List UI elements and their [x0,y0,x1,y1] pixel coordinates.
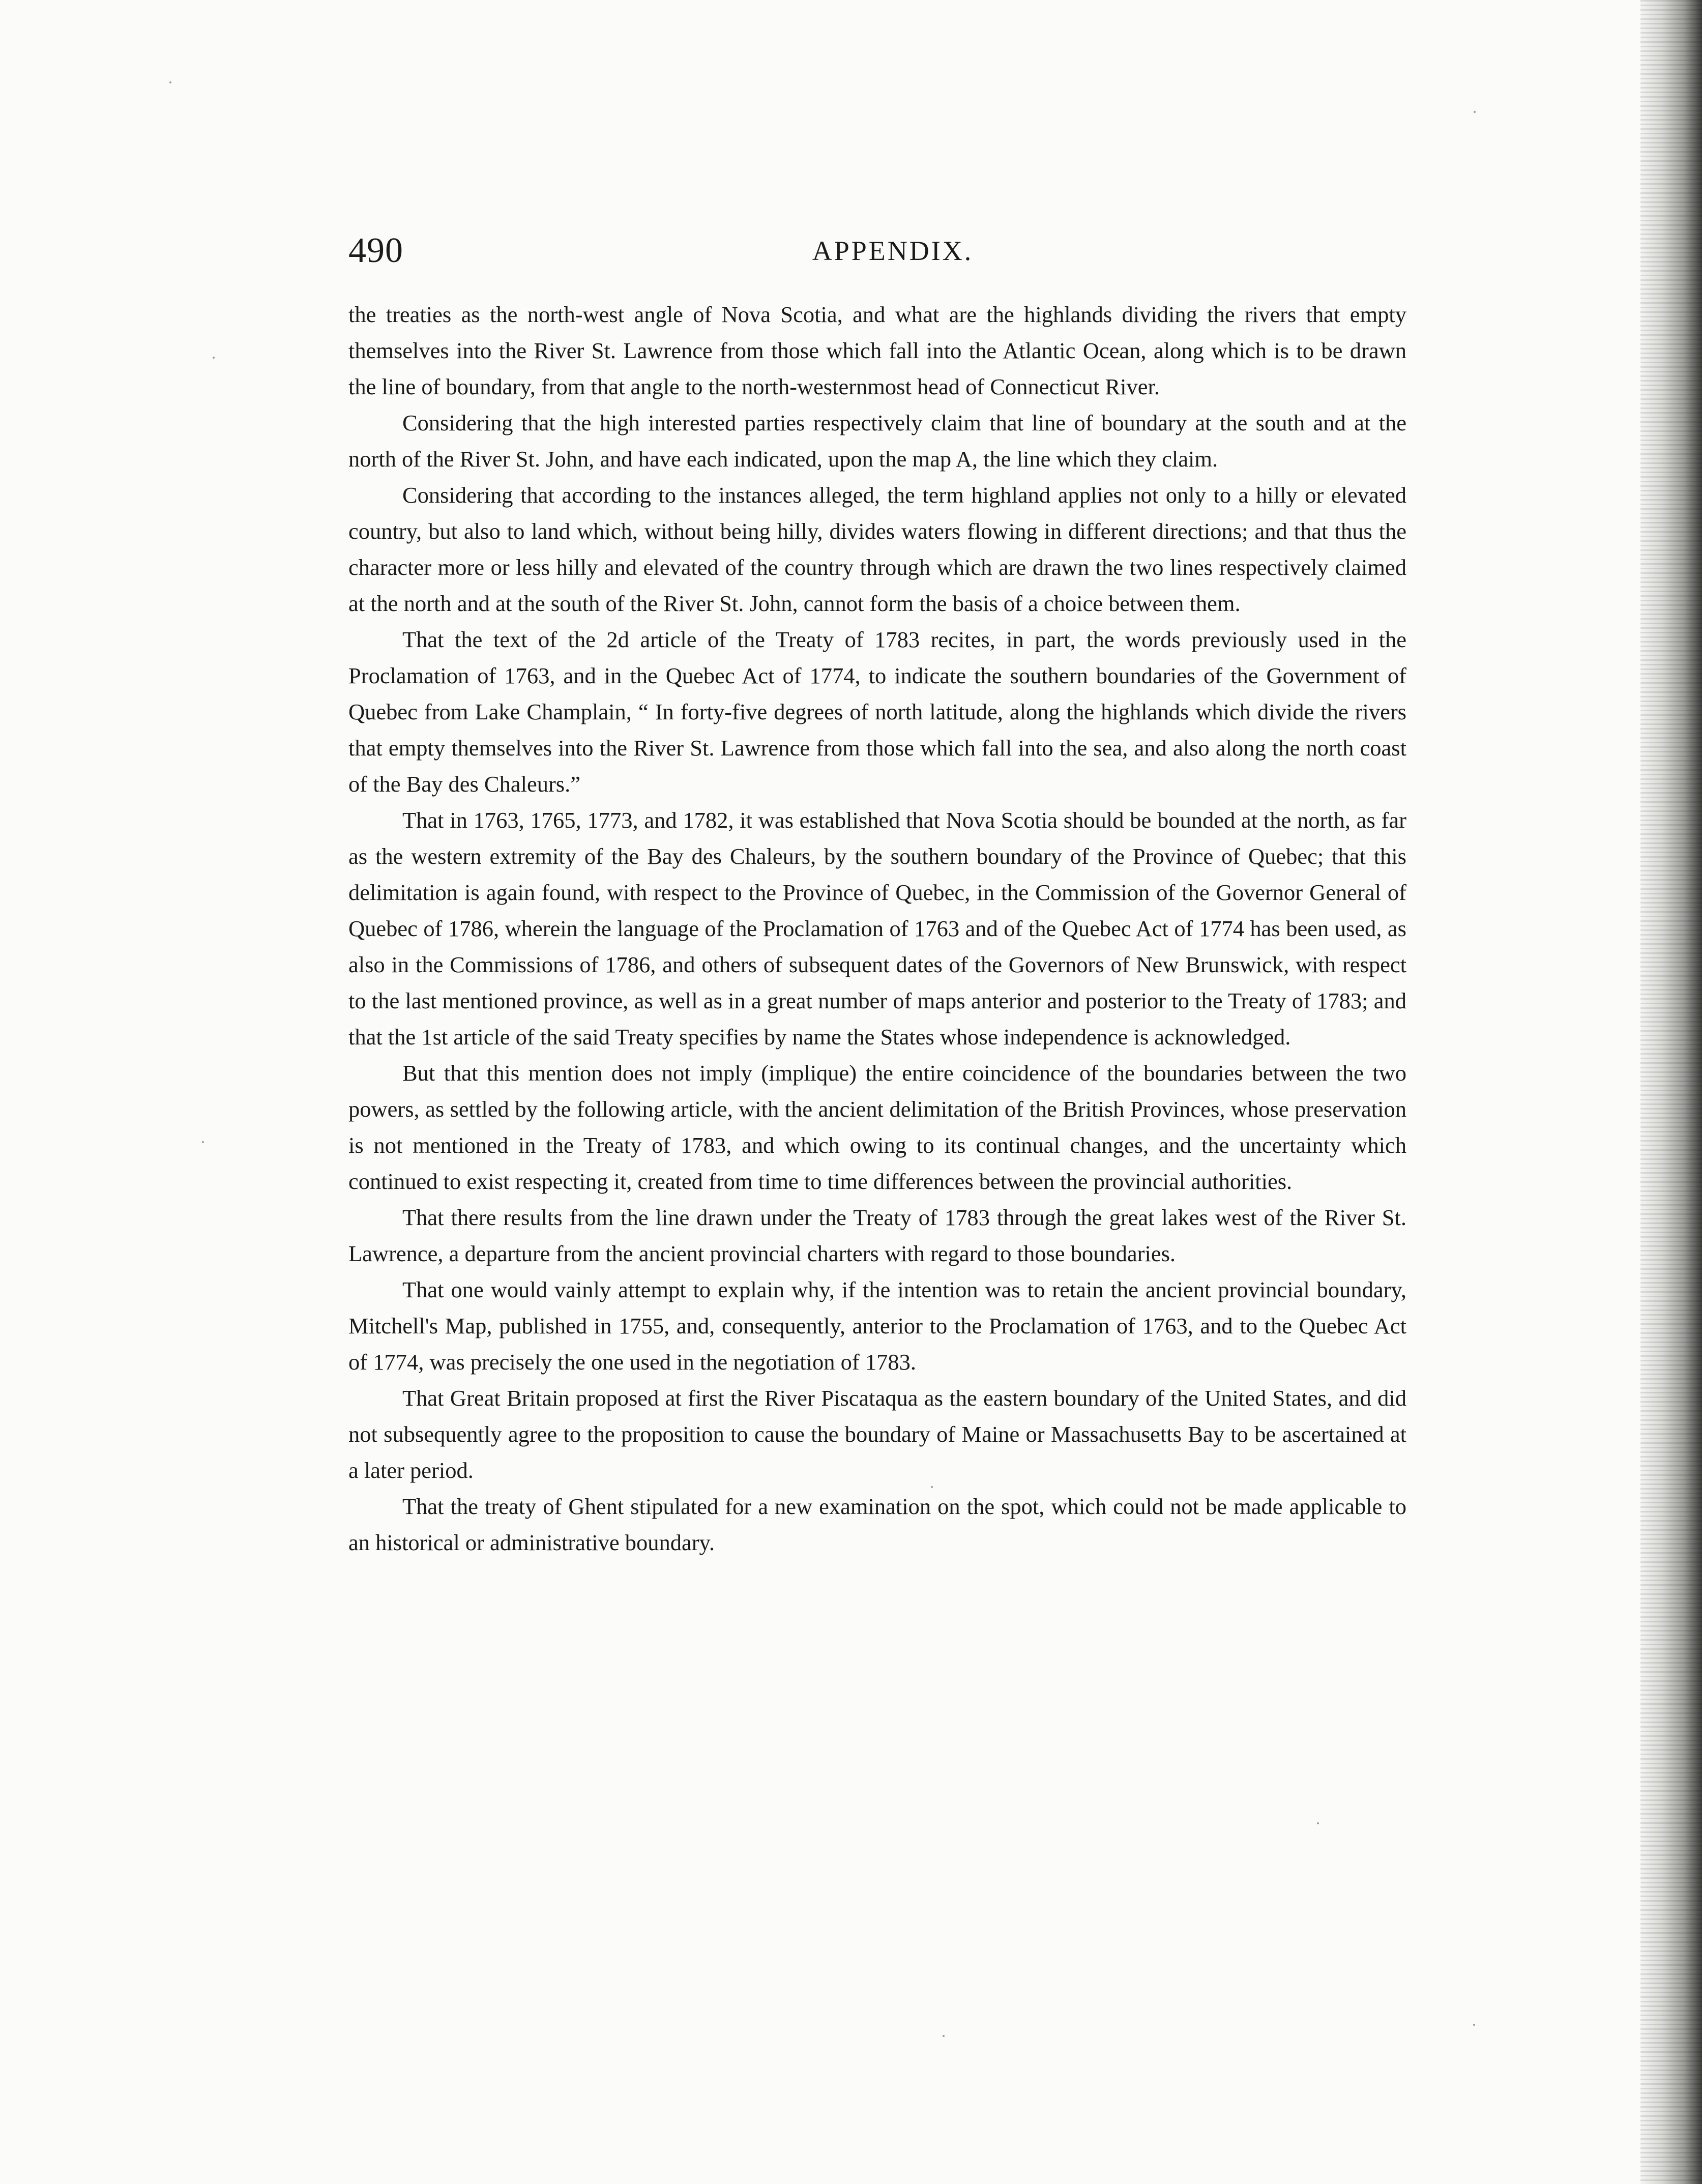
paragraph: That the treaty of Ghent stipulated for a new examination on the spot, which could not be made applicable to an historical or administrative boundary. [348,1494,1406,1555]
page-number: 490 [348,231,403,270]
paragraph: the treaties as the north-west angle of Nova Scotia, and what are the highlands dividing the rivers that empty themselves into the River St. Lawrence from those which fall into the Atlantic Ocean, along which is to be drawn the line of boundary, from that angle to the north-westernmost head of Connecticut River. [348,302,1406,399]
page-header [348,228,1437,274]
paragraph: That the text of the 2d article of the Treaty of 1783 recites, in part, the words previously used in the Proclamation of 1763, and in the Quebec Act of 1774, to indicate the southern boundaries of the Government of Quebec from Lake Champlain, “ In forty-five degrees of north latitude, along the highlands which divide the rivers that empty themselves into the River St. Lawrence from those which fall into the sea, and also along the north coast of the Bay des Chaleurs.” [348,627,1406,797]
paper-speck [1474,111,1476,113]
paper-speck [213,357,215,359]
paper-speck [1317,1822,1319,1824]
body-text [348,297,1406,1561]
paragraph: That in 1763, 1765, 1773, and 1782, it was established that Nova Scotia should be bounded at the north, as far as the western extremity of the Bay des Chaleurs, by the southern boundary of the Province of Quebec; that this delimitation is again found, with respect to the Province of Quebec, in the Commission of the Governor General of Quebec of 1786, wherein the language of the Proclamation of 1763 and of the Quebec Act of 1774 has been used, as also in the Commissions of 1786, and others of subsequent dates of the Governors of New Brunswick, with respect to the last mentioned province, as well as in a great number of maps anterior and posterior to the Treaty of 1783; and that the 1st article of the said Treaty specifies by name the States whose independence is acknowledged. [348,807,1406,1050]
paper-speck [202,1141,204,1143]
paper-speck [943,2035,945,2037]
paper-speck [1473,2024,1475,2026]
running-head: APPENDIX. [812,236,974,266]
paper-speck [169,81,171,83]
book-binding-edge [1640,0,1702,2184]
paragraph: Considering that the high interested parties respectively claim that line of boundary at the south and at the north of the River St. John, and have each indicated, upon the map A, the line which they claim. [348,410,1406,472]
paragraph: But that this mention does not imply (implique) the entire coincidence of the boundaries between the two powers, as settled by the following article, with the ancient delimitation of the British Provinces, whose preservation is not mentioned in the Treaty of 1783, and which owing to its continual changes, and the uncertainty which continued to exist respecting it, created from time to time differences between the provincial authorities. [348,1060,1406,1194]
paragraph: That there results from the line drawn under the Treaty of 1783 through the great lakes west of the River St. Lawrence, a departure from the ancient provincial charters with regard to those boundaries. [348,1205,1406,1266]
paragraph: That Great Britain proposed at first the River Piscataqua as the eastern boundary of the United States, and did not subsequently agree to the proposition to cause the boundary of Maine or Massachusetts Bay to be ascertained at a later period. [348,1385,1406,1483]
paragraph: That one would vainly attempt to explain why, if the intention was to retain the ancient provincial boundary, Mitchell's Map, published in 1755, and, consequently, anterior to the Proclamation of 1763, and to the Quebec Act of 1774, was precisely the one used in the negotiation of 1783. [348,1277,1406,1375]
paragraph: Considering that according to the instances alleged, the term highland applies not only to a hilly or elevated country, but also to land which, without being hilly, divides waters flowing in different directions; and that thus the character more or less hilly and elevated of the country through which are drawn the two lines respectively claimed at the north and at the south of the River St. John, cannot form the basis of a choice between them. [348,482,1406,616]
